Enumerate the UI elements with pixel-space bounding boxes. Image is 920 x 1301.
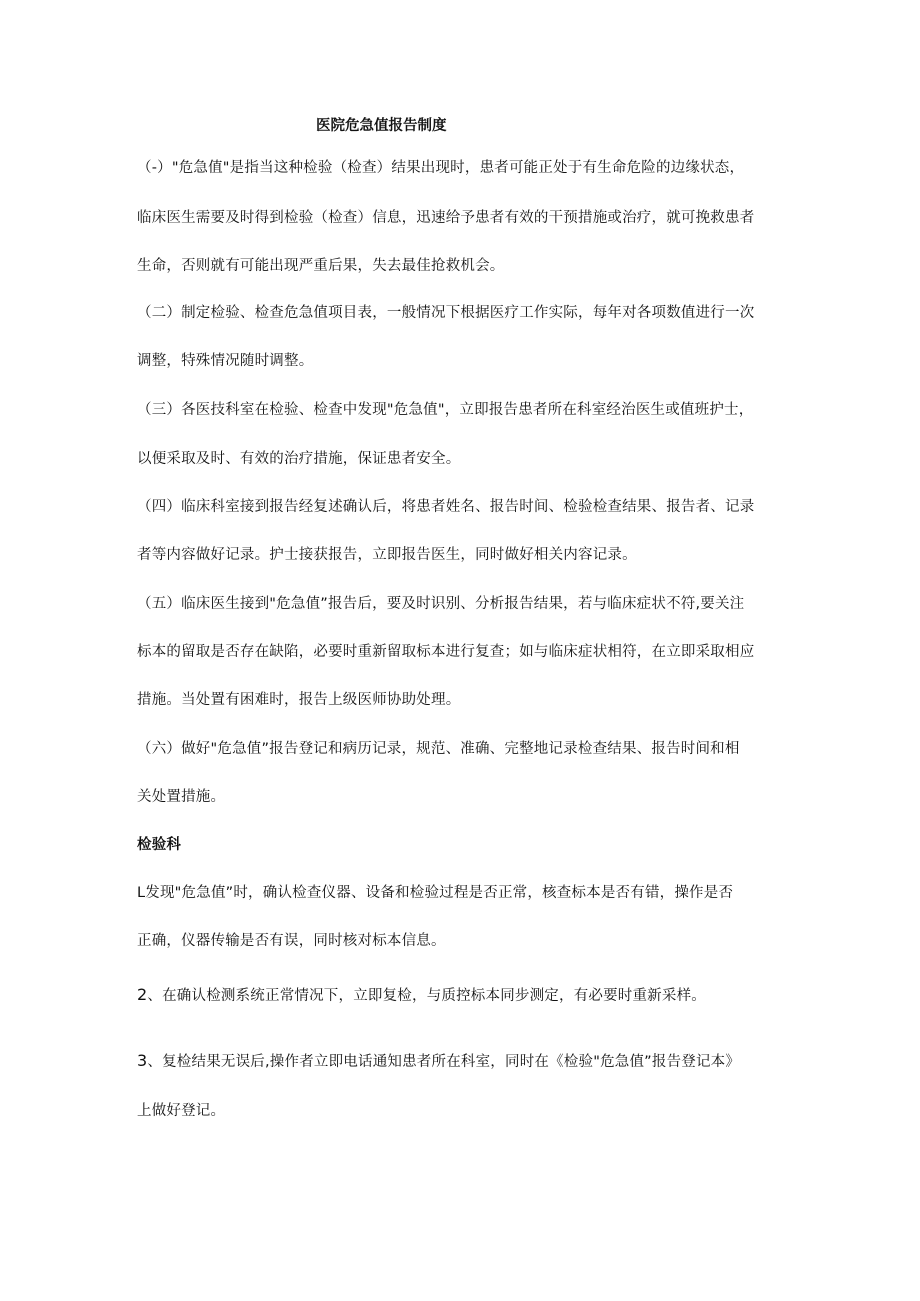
item-text: 、在确认检测系统正常情况下，立即复检，与质控标本同步测定，有必要时重新采样。 — [147, 988, 706, 1004]
lab-item-2 — [137, 985, 706, 1006]
lab-item-line: 上做好登记。 — [137, 1103, 226, 1119]
paragraph-line: 以便采取及时、有效的治疗措施，保证患者安全。 — [137, 451, 461, 467]
paragraph-line: 关处置措施。 — [137, 789, 226, 805]
paragraph-line: （五）临床医生接到"危急值”报告后，要及时识别、分析报告结果，若与临床症状不符,要关注 — [137, 596, 745, 612]
lab-item-line: L发现"危急值”时，确认检查仪器、设备和检验过程是否正常，核查标本是否有错，操作是否 — [137, 885, 734, 901]
paragraph-line: （四）临床科室接到报告经复述确认后，将患者姓名、报告时间、检验检查结果、报告者、记录 — [137, 499, 755, 515]
paragraph-line: 调整，特殊情况随时调整。 — [137, 353, 314, 369]
item-number: 3 — [137, 1051, 148, 1070]
paragraph-line: 临床医生需要及时得到检验（检查）信息，迅速给予患者有效的干预措施或治疗，就可挽救患者 — [137, 210, 755, 226]
paragraph-line: 生命，否则就有可能出现严重后果，失去最佳抢救机会。 — [137, 258, 505, 274]
item-number: 2 — [137, 985, 148, 1004]
paragraph-line: （二）制定检验、检查危急值项目表，一般情况下根据医疗工作实际，每年对各项数值进行一次 — [137, 305, 755, 321]
paragraph-line: 标本的留取是否存在缺陷，必要时重新留取标本进行复查；如与临床症状相符，在立即采取相应 — [137, 644, 755, 660]
paragraph-line: （-）"危急值"是指当这种检验（检查）结果出现时，患者可能正处于有生命危险的边缘状态， — [137, 160, 745, 176]
lab-item-line: 正确，仪器传输是否有误，同时核对标本信息。 — [137, 933, 446, 949]
paragraph-line: 措施。当处置有困难时，报告上级医师协助处理。 — [137, 692, 461, 708]
item-text: 、复检结果无误后,操作者立即电话通知患者所在科室，同时在《检验"危急值”报告登记本》 — [147, 1054, 741, 1070]
section-heading: 检验科 — [137, 837, 182, 853]
paragraph-line: （六）做好"危急值”报告登记和病历记录，规范、准确、完整地记录检查结果、报告时间和相 — [137, 741, 740, 757]
lab-item-3 — [137, 1051, 740, 1072]
document-title: 医院危急值报告制度 — [316, 118, 447, 134]
paragraph-line: 者等内容做好记录。护士接获报告，立即报告医生，同时做好相关内容记录。 — [137, 547, 637, 563]
paragraph-line: （三）各医技科室在检验、检查中发现"危急值"，立即报告患者所在科室经治医生或值班护士， — [137, 402, 754, 418]
